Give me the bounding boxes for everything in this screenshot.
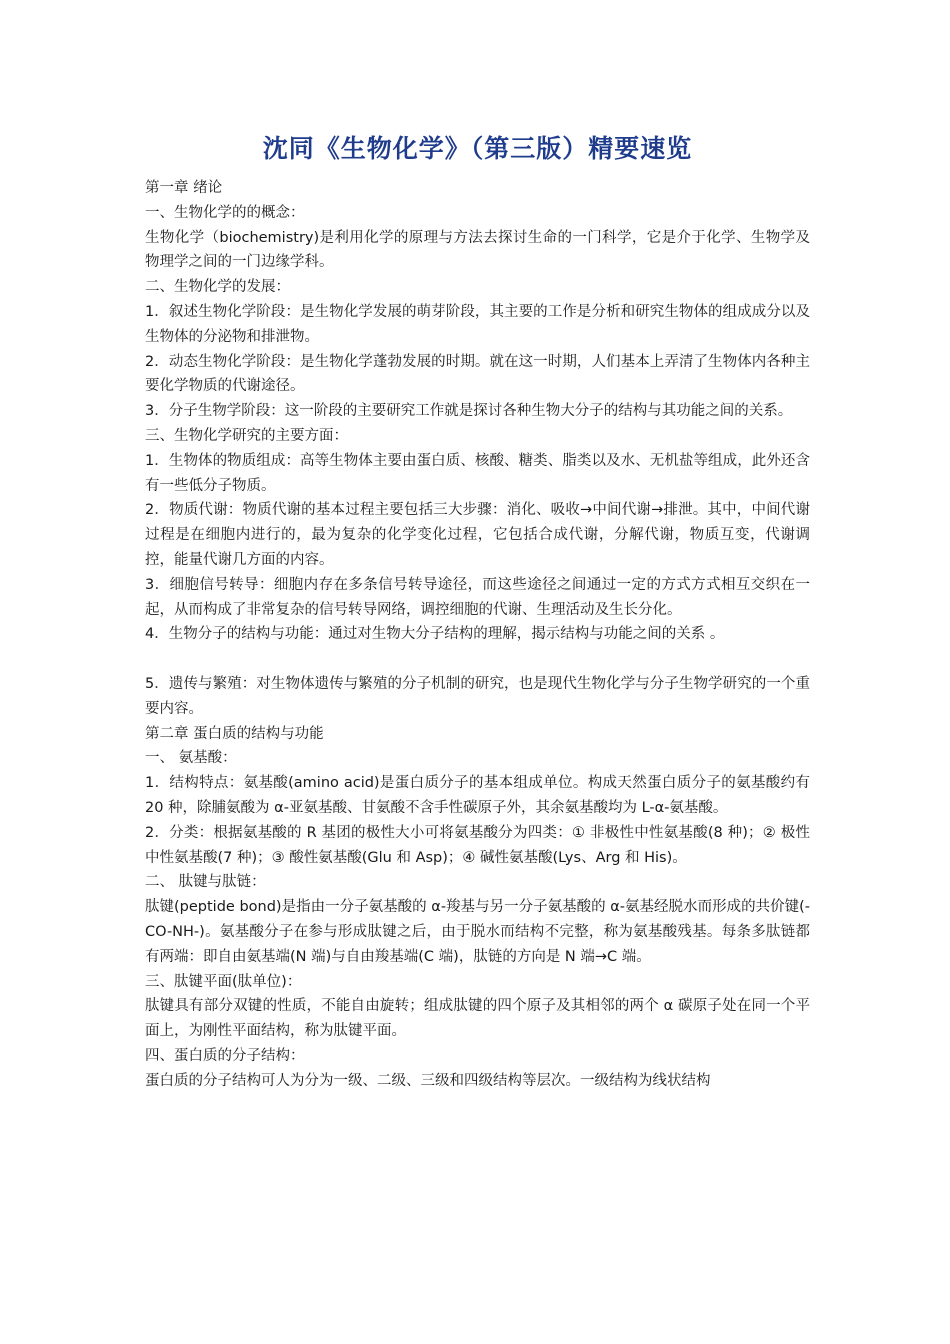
list-item: 1．叙述生物化学阶段：是生物化学发展的萌芽阶段，其主要的工作是分析和研究生物体的组成成分以及生物体的分泌物和排泄物。: [145, 303, 810, 345]
section-heading: 四、蛋白质的分子结构：: [145, 1047, 305, 1064]
list-item: 2．动态生物化学阶段：是生物化学蓬勃发展的时期。就在这一时期，人们基本上弄清了生物体内各种主要化学物质的代谢途径。: [145, 353, 810, 395]
blank-line: [145, 647, 810, 672]
list-item: 5．遗传与繁殖：对生物体遗传与繁殖的分子机制的研究，也是现代生物化学与分子生物学研究的一个重要内容。: [145, 675, 810, 717]
paragraph: 生物化学（biochemistry)是利用化学的原理与方法去探讨生命的一门科学，它是介于化学、生物学及物理学之间的一门边缘学科。: [145, 229, 810, 271]
section-heading: 一、 氨基酸：: [145, 750, 237, 767]
list-item: 2．分类：根据氨基酸的 R 基团的极性大小可将氨基酸分为四类：① 非极性中性氨基酸(8 种)；② 极性中性氨基酸(7 种)；③ 酸性氨基酸(Glu 和 Asp)；④ 碱性氨基酸(Lys、Arg 和 His)。: [145, 824, 810, 866]
list-item: 1．结构特点：氨基酸(amino acid)是蛋白质分子的基本组成单位。构成天然蛋白质分子的氨基酸约有 20 种，除脯氨酸为 α-亚氨基酸、甘氨酸不含手性碳原子外，其余氨基酸均为 L-α-氨基酸。: [145, 775, 810, 816]
section-heading: 二、生物化学的发展：: [145, 279, 290, 296]
list-item: 3．细胞信号转导：细胞内存在多条信号转导途径，而这些途径之间通过一定的方式方式相互交织在一起，从而构成了非常复杂的信号转导网络，调控细胞的代谢、生理活动及生长分化。: [145, 576, 810, 618]
list-item: 3．分子生物学阶段：这一阶段的主要研究工作就是探讨各种生物大分子的结构与其功能之间的关系。: [145, 403, 793, 420]
section-heading: 三、生物化学研究的主要方面：: [145, 427, 348, 444]
section-heading: 三、肽键平面(肽单位)：: [145, 973, 302, 990]
section-heading: 二、 肽键与肽链：: [145, 874, 266, 891]
chapter-2-heading: 第二章 蛋白质的结构与功能: [145, 725, 324, 742]
page-title: 沈同《生物化学》（第三版）精要速览: [262, 134, 693, 163]
list-item: 1．生物体的物质组成：高等生物体主要由蛋白质、核酸、糖类、脂类以及水、无机盐等组成，此外还含有一些低分子物质。: [145, 452, 810, 494]
paragraph: 肽键具有部分双键的性质，不能自由旋转；组成肽键的四个原子及其相邻的两个 α 碳原子处在同一个平面上，为刚性平面结构，称为肽键平面。: [145, 998, 810, 1040]
paragraph: 肽键(peptide bond)是指由一分子氨基酸的 α-羧基与另一分子氨基酸的 α-氨基经脱水而形成的共价键(-CO-NH-)。氨基酸分子在参与形成肽键之后，由于脱水而结构不完整，称为氨基酸残基。每条多肽链都有两端：即自由氨基端(N 端)与自由羧基端(C 端)，肽链的方向是 N 端→C 端。: [145, 899, 810, 965]
chapter-1-heading: 第一章 绪论: [145, 180, 223, 196]
section-heading: 一、生物化学的的概念：: [145, 204, 305, 221]
list-item: 4．生物分子的结构与功能：通过对生物大分子结构的理解，揭示结构与功能之间的关系 。: [145, 626, 725, 643]
document-page: [145, 128, 810, 1093]
paragraph: 蛋白质的分子结构可人为分为一级、二级、三级和四级结构等层次。一级结构为线状结构: [145, 1072, 711, 1089]
list-item: 2．物质代谢：物质代谢的基本过程主要包括三大步骤：消化、吸收→中间代谢→排泄。其中，中间代谢过程是在细胞内进行的，最为复杂的化学变化过程，它包括合成代谢，分解代谢，物质互变，代谢调控，能量代谢几方面的内容。: [145, 502, 810, 568]
